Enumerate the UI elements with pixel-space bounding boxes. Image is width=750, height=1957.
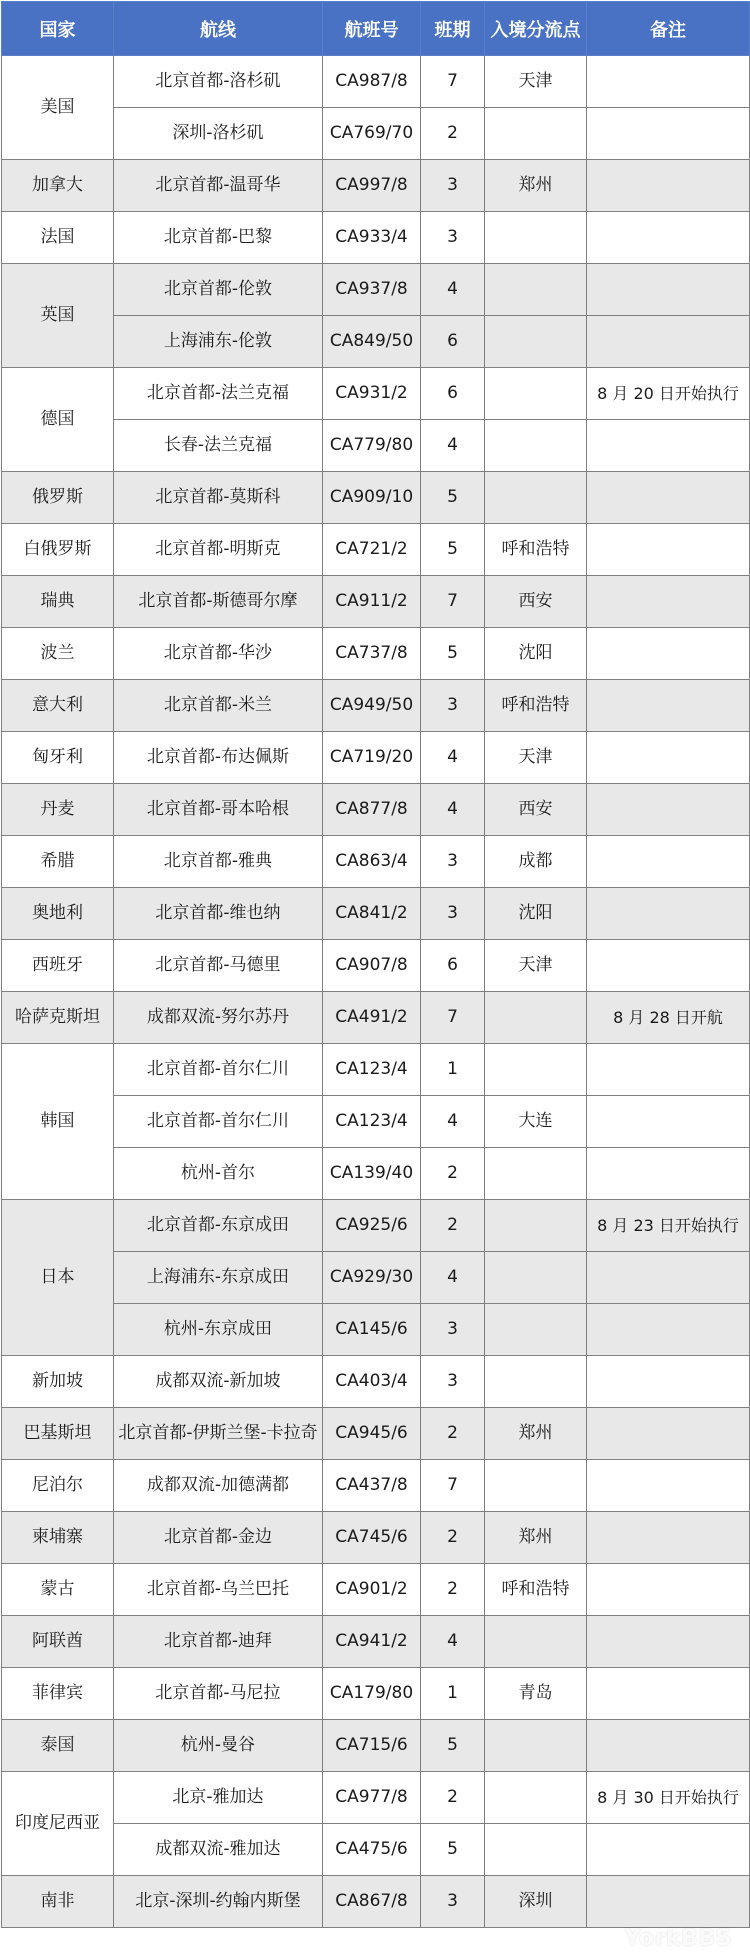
frequency-cell: 7 <box>421 56 485 108</box>
remark-cell <box>587 1356 750 1408</box>
table-row <box>2 628 750 680</box>
route-cell: 上海浦东-东京成田 <box>114 1252 323 1304</box>
table-row <box>2 1200 750 1252</box>
entry-point-cell: 呼和浩特 <box>485 1564 587 1616</box>
country-cell: 日本 <box>2 1200 114 1356</box>
flight-number-cell: CA779/80 <box>323 420 421 472</box>
header-flight: 航班号 <box>323 2 421 56</box>
remark-cell <box>587 1720 750 1772</box>
entry-point-cell: 沈阳 <box>485 628 587 680</box>
frequency-cell: 4 <box>421 1252 485 1304</box>
table-row <box>2 1616 750 1668</box>
remark-cell <box>587 160 750 212</box>
country-cell: 蒙古 <box>2 1564 114 1616</box>
entry-point-cell <box>485 1460 587 1512</box>
entry-point-cell <box>485 472 587 524</box>
flight-number-cell: CA949/50 <box>323 680 421 732</box>
remark-cell <box>587 836 750 888</box>
country-cell: 加拿大 <box>2 160 114 212</box>
route-cell: 北京首都-斯德哥尔摩 <box>114 576 323 628</box>
frequency-cell: 2 <box>421 1512 485 1564</box>
flight-number-cell: CA403/4 <box>323 1356 421 1408</box>
remark-cell <box>587 316 750 368</box>
route-cell: 上海浦东-伦敦 <box>114 316 323 368</box>
route-cell: 成都双流-努尔苏丹 <box>114 992 323 1044</box>
country-cell: 柬埔寨 <box>2 1512 114 1564</box>
flight-number-cell: CA841/2 <box>323 888 421 940</box>
route-cell: 杭州-曼谷 <box>114 1720 323 1772</box>
flight-number-cell: CA719/20 <box>323 732 421 784</box>
table-row <box>2 1460 750 1512</box>
header-entry: 入境分流点 <box>485 2 587 56</box>
entry-point-cell: 郑州 <box>485 1512 587 1564</box>
entry-point-cell <box>485 212 587 264</box>
table-row <box>2 264 750 316</box>
frequency-cell: 7 <box>421 1460 485 1512</box>
route-cell: 北京首都-华沙 <box>114 628 323 680</box>
flight-number-cell: CA745/6 <box>323 1512 421 1564</box>
entry-point-cell <box>485 1616 587 1668</box>
country-cell: 波兰 <box>2 628 114 680</box>
entry-point-cell <box>485 368 587 420</box>
table-row <box>2 1824 750 1876</box>
entry-point-cell: 青岛 <box>485 1668 587 1720</box>
route-cell: 北京首都-首尔仁川 <box>114 1044 323 1096</box>
entry-point-cell: 呼和浩特 <box>485 680 587 732</box>
frequency-cell: 3 <box>421 1356 485 1408</box>
watermark-logo: YorkBBS <box>624 1926 732 1951</box>
frequency-cell: 3 <box>421 160 485 212</box>
frequency-cell: 2 <box>421 1408 485 1460</box>
entry-point-cell <box>485 992 587 1044</box>
flight-number-cell: CA179/80 <box>323 1668 421 1720</box>
frequency-cell: 6 <box>421 316 485 368</box>
entry-point-cell <box>485 1304 587 1356</box>
route-cell: 深圳-洛杉矶 <box>114 108 323 160</box>
entry-point-cell <box>485 1148 587 1200</box>
frequency-cell: 5 <box>421 472 485 524</box>
flight-number-cell: CA977/8 <box>323 1772 421 1824</box>
flight-number-cell: CA997/8 <box>323 160 421 212</box>
entry-point-cell <box>485 1252 587 1304</box>
route-cell: 北京首都-米兰 <box>114 680 323 732</box>
table-row <box>2 368 750 420</box>
entry-point-cell: 天津 <box>485 940 587 992</box>
route-cell: 北京首都-法兰克福 <box>114 368 323 420</box>
table-row <box>2 992 750 1044</box>
country-cell: 西班牙 <box>2 940 114 992</box>
flight-number-cell: CA139/40 <box>323 1148 421 1200</box>
remark-cell <box>587 1460 750 1512</box>
remark-cell <box>587 628 750 680</box>
country-cell: 尼泊尔 <box>2 1460 114 1512</box>
table-row <box>2 472 750 524</box>
table-row <box>2 576 750 628</box>
route-cell: 北京首都-温哥华 <box>114 160 323 212</box>
frequency-cell: 4 <box>421 784 485 836</box>
frequency-cell: 6 <box>421 940 485 992</box>
remark-cell <box>587 784 750 836</box>
table-row <box>2 680 750 732</box>
table-row <box>2 1408 750 1460</box>
frequency-cell: 4 <box>421 1096 485 1148</box>
flight-number-cell: CA933/4 <box>323 212 421 264</box>
country-cell: 新加坡 <box>2 1356 114 1408</box>
remark-cell <box>587 420 750 472</box>
remark-cell <box>587 1616 750 1668</box>
route-cell: 北京首都-明斯克 <box>114 524 323 576</box>
country-cell: 英国 <box>2 264 114 368</box>
entry-point-cell: 深圳 <box>485 1876 587 1928</box>
table-row <box>2 420 750 472</box>
flight-number-cell: CA145/6 <box>323 1304 421 1356</box>
frequency-cell: 3 <box>421 1304 485 1356</box>
frequency-cell: 4 <box>421 264 485 316</box>
frequency-cell: 3 <box>421 836 485 888</box>
route-cell: 北京首都-金边 <box>114 1512 323 1564</box>
flight-number-cell: CA987/8 <box>323 56 421 108</box>
table-row <box>2 1356 750 1408</box>
country-cell: 瑞典 <box>2 576 114 628</box>
entry-point-cell: 成都 <box>485 836 587 888</box>
table-row <box>2 784 750 836</box>
remark-cell <box>587 212 750 264</box>
remark-cell <box>587 1304 750 1356</box>
frequency-cell: 6 <box>421 368 485 420</box>
table-row <box>2 836 750 888</box>
table-row <box>2 1876 750 1928</box>
frequency-cell: 3 <box>421 212 485 264</box>
entry-point-cell <box>485 264 587 316</box>
table-row <box>2 1564 750 1616</box>
entry-point-cell <box>485 1824 587 1876</box>
country-cell: 巴基斯坦 <box>2 1408 114 1460</box>
frequency-cell: 1 <box>421 1044 485 1096</box>
flight-number-cell: CA721/2 <box>323 524 421 576</box>
flight-number-cell: CA941/2 <box>323 1616 421 1668</box>
remark-cell: 8 月 28 日开航 <box>587 992 750 1044</box>
flight-number-cell: CA849/50 <box>323 316 421 368</box>
frequency-cell: 5 <box>421 1824 485 1876</box>
table-row <box>2 160 750 212</box>
country-cell: 丹麦 <box>2 784 114 836</box>
remark-cell: 8 月 23 日开始执行 <box>587 1200 750 1252</box>
route-cell: 北京首都-东京成田 <box>114 1200 323 1252</box>
table-row <box>2 940 750 992</box>
route-cell: 长春-法兰克福 <box>114 420 323 472</box>
frequency-cell: 2 <box>421 1772 485 1824</box>
flight-number-cell: CA901/2 <box>323 1564 421 1616</box>
route-cell: 北京首都-马尼拉 <box>114 1668 323 1720</box>
entry-point-cell <box>485 420 587 472</box>
frequency-cell: 2 <box>421 1564 485 1616</box>
flight-number-cell: CA925/6 <box>323 1200 421 1252</box>
table-row <box>2 1304 750 1356</box>
remark-cell <box>587 1044 750 1096</box>
remark-cell <box>587 576 750 628</box>
route-cell: 北京首都-莫斯科 <box>114 472 323 524</box>
entry-point-cell <box>485 316 587 368</box>
table-row <box>2 524 750 576</box>
flight-number-cell: CA737/8 <box>323 628 421 680</box>
remark-cell <box>587 1408 750 1460</box>
entry-point-cell <box>485 1356 587 1408</box>
country-cell: 南非 <box>2 1876 114 1928</box>
table-row <box>2 1772 750 1824</box>
frequency-cell: 7 <box>421 992 485 1044</box>
remark-cell <box>587 940 750 992</box>
header-row <box>2 2 750 56</box>
flight-number-cell: CA491/2 <box>323 992 421 1044</box>
frequency-cell: 3 <box>421 680 485 732</box>
remark-cell <box>587 264 750 316</box>
entry-point-cell <box>485 1772 587 1824</box>
country-cell: 印度尼西亚 <box>2 1772 114 1876</box>
route-cell: 北京-深圳-约翰内斯堡 <box>114 1876 323 1928</box>
country-cell: 阿联酋 <box>2 1616 114 1668</box>
route-cell: 成都双流-加德满都 <box>114 1460 323 1512</box>
remark-cell: 8 月 30 日开始执行 <box>587 1772 750 1824</box>
flight-number-cell: CA937/8 <box>323 264 421 316</box>
table-row <box>2 1668 750 1720</box>
frequency-cell: 3 <box>421 888 485 940</box>
flight-number-cell: CA475/6 <box>323 1824 421 1876</box>
remark-cell <box>587 1876 750 1928</box>
entry-point-cell: 西安 <box>485 784 587 836</box>
frequency-cell: 4 <box>421 1616 485 1668</box>
flight-number-cell: CA877/8 <box>323 784 421 836</box>
country-cell: 希腊 <box>2 836 114 888</box>
remark-cell <box>587 1148 750 1200</box>
frequency-cell: 7 <box>421 576 485 628</box>
flight-number-cell: CA123/4 <box>323 1096 421 1148</box>
remark-cell <box>587 732 750 784</box>
entry-point-cell <box>485 108 587 160</box>
route-cell: 北京首都-雅典 <box>114 836 323 888</box>
entry-point-cell: 沈阳 <box>485 888 587 940</box>
table-row <box>2 1512 750 1564</box>
route-cell: 杭州-首尔 <box>114 1148 323 1200</box>
frequency-cell: 1 <box>421 1668 485 1720</box>
entry-point-cell: 郑州 <box>485 1408 587 1460</box>
frequency-cell: 4 <box>421 420 485 472</box>
table-row <box>2 108 750 160</box>
frequency-cell: 4 <box>421 732 485 784</box>
entry-point-cell <box>485 1200 587 1252</box>
flight-number-cell: CA437/8 <box>323 1460 421 1512</box>
table-row <box>2 1720 750 1772</box>
route-cell: 成都双流-新加坡 <box>114 1356 323 1408</box>
country-cell: 哈萨克斯坦 <box>2 992 114 1044</box>
entry-point-cell: 天津 <box>485 56 587 108</box>
flight-number-cell: CA863/4 <box>323 836 421 888</box>
country-cell: 菲律宾 <box>2 1668 114 1720</box>
remark-cell <box>587 680 750 732</box>
remark-cell <box>587 1252 750 1304</box>
country-cell: 意大利 <box>2 680 114 732</box>
entry-point-cell <box>485 1720 587 1772</box>
country-cell: 匈牙利 <box>2 732 114 784</box>
route-cell: 北京首都-伊斯兰堡-卡拉奇 <box>114 1408 323 1460</box>
flight-number-cell: CA911/2 <box>323 576 421 628</box>
route-cell: 北京首都-首尔仁川 <box>114 1096 323 1148</box>
route-cell: 北京首都-哥本哈根 <box>114 784 323 836</box>
frequency-cell: 3 <box>421 1876 485 1928</box>
entry-point-cell: 呼和浩特 <box>485 524 587 576</box>
route-cell: 北京首都-迪拜 <box>114 1616 323 1668</box>
header-country: 国家 <box>2 2 114 56</box>
remark-cell <box>587 1668 750 1720</box>
entry-point-cell: 西安 <box>485 576 587 628</box>
remark-cell <box>587 56 750 108</box>
header-route: 航线 <box>114 2 323 56</box>
country-cell: 白俄罗斯 <box>2 524 114 576</box>
route-cell: 北京首都-马德里 <box>114 940 323 992</box>
country-cell: 泰国 <box>2 1720 114 1772</box>
frequency-cell: 5 <box>421 628 485 680</box>
flight-number-cell: CA123/4 <box>323 1044 421 1096</box>
table-row <box>2 1044 750 1096</box>
flight-number-cell: CA945/6 <box>323 1408 421 1460</box>
remark-cell <box>587 1564 750 1616</box>
country-cell: 美国 <box>2 56 114 160</box>
frequency-cell: 2 <box>421 1148 485 1200</box>
table-row <box>2 1252 750 1304</box>
route-cell: 北京首都-布达佩斯 <box>114 732 323 784</box>
flight-schedule-table <box>1 1 750 1928</box>
table-body <box>2 56 750 1928</box>
entry-point-cell: 郑州 <box>485 160 587 212</box>
flight-number-cell: CA909/10 <box>323 472 421 524</box>
remark-cell <box>587 1512 750 1564</box>
table-row <box>2 56 750 108</box>
flight-number-cell: CA931/2 <box>323 368 421 420</box>
frequency-cell: 2 <box>421 108 485 160</box>
entry-point-cell <box>485 1044 587 1096</box>
route-cell: 北京首都-维也纳 <box>114 888 323 940</box>
table-row <box>2 732 750 784</box>
route-cell: 北京首都-乌兰巴托 <box>114 1564 323 1616</box>
remark-cell <box>587 888 750 940</box>
remark-cell: 8 月 20 日开始执行 <box>587 368 750 420</box>
remark-cell <box>587 524 750 576</box>
route-cell: 杭州-东京成田 <box>114 1304 323 1356</box>
frequency-cell: 5 <box>421 1720 485 1772</box>
remark-cell <box>587 1096 750 1148</box>
frequency-cell: 2 <box>421 1200 485 1252</box>
route-cell: 北京首都-巴黎 <box>114 212 323 264</box>
flight-number-cell: CA867/8 <box>323 1876 421 1928</box>
entry-point-cell: 天津 <box>485 732 587 784</box>
frequency-cell: 5 <box>421 524 485 576</box>
table-row <box>2 888 750 940</box>
table-row <box>2 1148 750 1200</box>
header-remark: 备注 <box>587 2 750 56</box>
remark-cell <box>587 472 750 524</box>
route-cell: 北京首都-伦敦 <box>114 264 323 316</box>
country-cell: 德国 <box>2 368 114 472</box>
table-row <box>2 316 750 368</box>
country-cell: 俄罗斯 <box>2 472 114 524</box>
remark-cell <box>587 1824 750 1876</box>
remark-cell <box>587 108 750 160</box>
entry-point-cell: 大连 <box>485 1096 587 1148</box>
country-cell: 奥地利 <box>2 888 114 940</box>
flight-number-cell: CA769/70 <box>323 108 421 160</box>
country-cell: 法国 <box>2 212 114 264</box>
table-row <box>2 1096 750 1148</box>
flight-number-cell: CA929/30 <box>323 1252 421 1304</box>
table-row <box>2 212 750 264</box>
country-cell: 韩国 <box>2 1044 114 1200</box>
flight-number-cell: CA715/6 <box>323 1720 421 1772</box>
flight-number-cell: CA907/8 <box>323 940 421 992</box>
header-frequency: 班期 <box>421 2 485 56</box>
route-cell: 成都双流-雅加达 <box>114 1824 323 1876</box>
route-cell: 北京首都-洛杉矶 <box>114 56 323 108</box>
route-cell: 北京-雅加达 <box>114 1772 323 1824</box>
